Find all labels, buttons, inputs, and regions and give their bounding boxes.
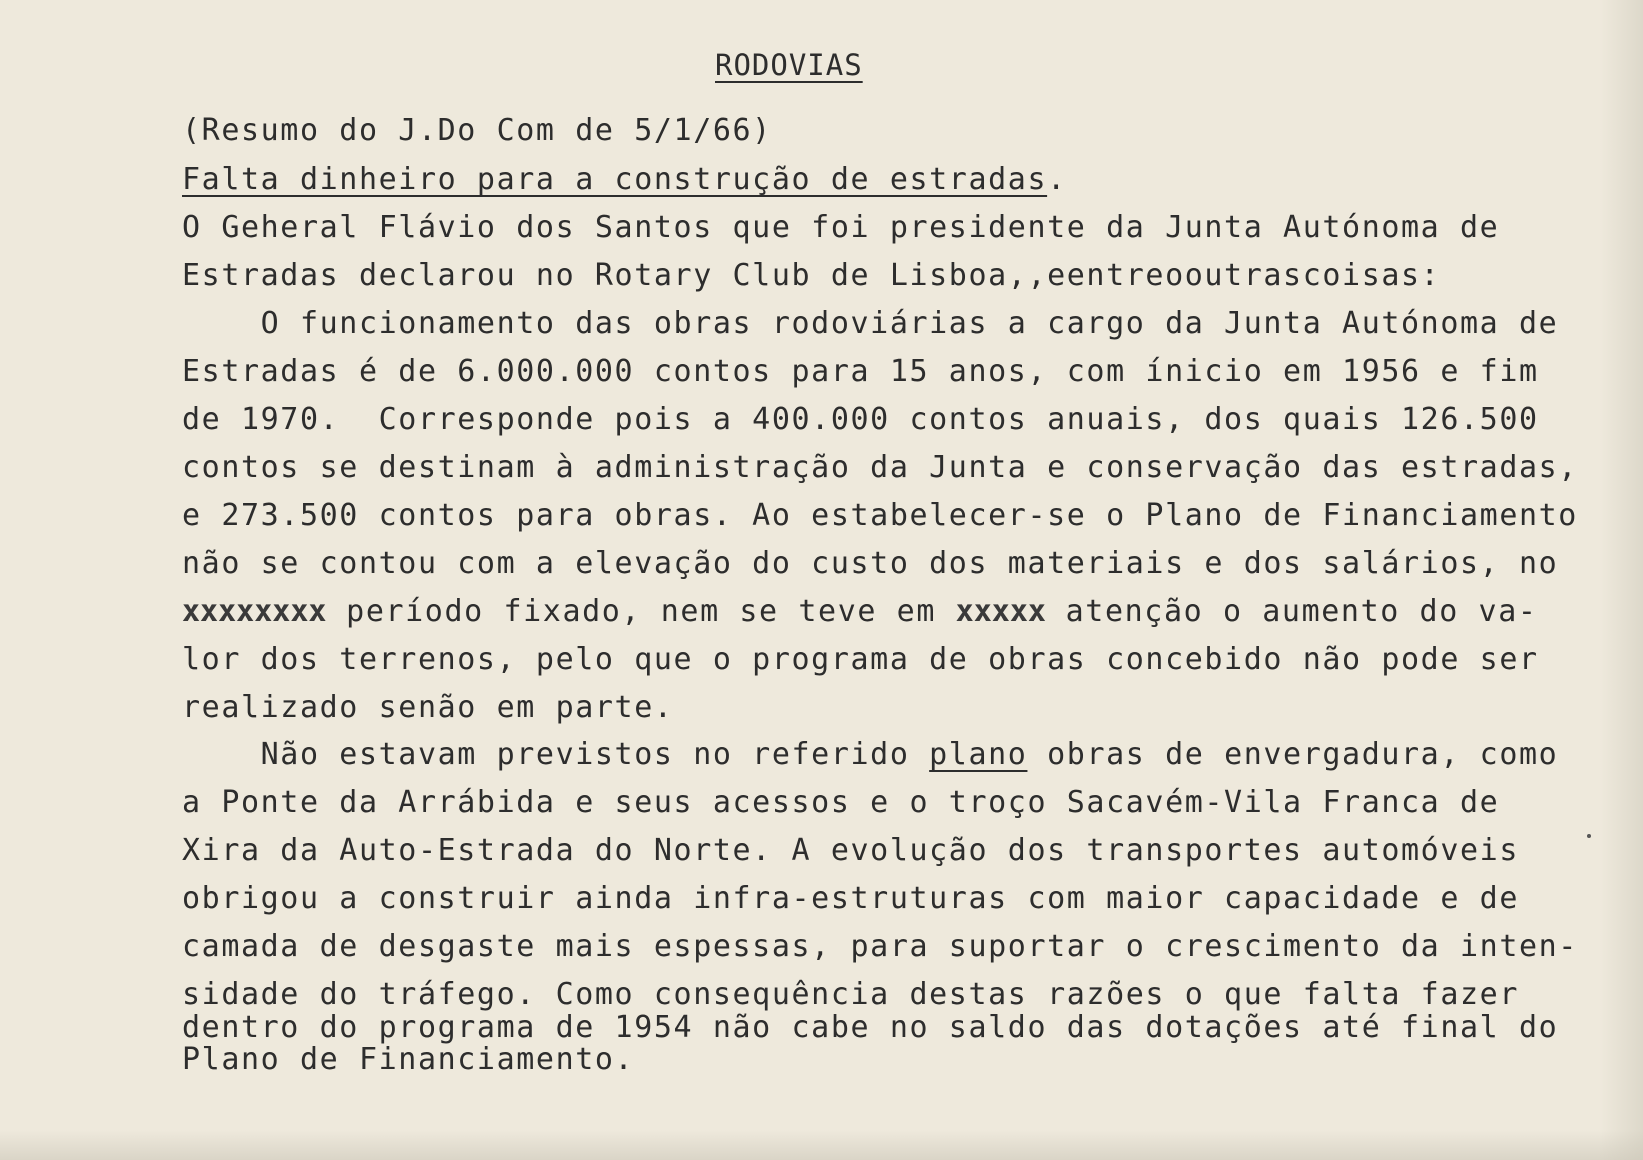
paragraph-1-line-1: O funcionamento das obras rodoviárias a cargo da Junta Autónoma de	[182, 306, 1559, 341]
paragraph-1-line-6: não se contou com a elevação do custo dos materiais e dos salários, no	[182, 546, 1559, 581]
paragraph-1-line-7	[182, 594, 1538, 629]
struck-out-word: xxxxxxxx	[182, 594, 327, 629]
paragraph-2-line-6: sidade do tráfego. Como consequência destas razões o que falta fazer	[182, 977, 1519, 1012]
headline-text: Falta dinheiro para a construção de estradas	[182, 162, 1048, 197]
paragraph-1-line-2: Estradas é de 6.000.000 contos para 15 anos, com ínicio em 1956 e fim	[182, 354, 1539, 389]
struck-out-word-2: xxxxx	[955, 594, 1046, 629]
paragraph-2-line-4: obrigou a construir ainda infra-estruturas com maior capacidade e de	[182, 881, 1519, 916]
paragraph-2-line-1	[182, 737, 1558, 772]
stray-ink-dot	[1587, 834, 1591, 838]
paragraph-2-line-5: camada de desgaste mais espessas, para suportar o crescimento da inten-	[182, 929, 1578, 964]
intro-line-1: O Geheral Flávio dos Santos que foi presidente da Junta Autónoma de	[182, 210, 1500, 245]
paragraph-2-line-3: Xira da Auto-Estrada do Norte. A evolução dos transportes automóveis	[182, 833, 1519, 868]
paragraph-2-line-7: dentro do programa de 1954 não cabe no saldo das dotações até final do	[182, 1010, 1559, 1045]
page-title: RODOVIAS	[715, 48, 863, 82]
paragraph-1-line-3: de 1970. Corresponde pois a 400.000 contos anuais, dos quais 126.500	[182, 402, 1539, 437]
paragraph-1-line-4: contos se destinam à administração da Junta e conservação das estradas,	[182, 450, 1578, 485]
line-7-text-b: atenção o aumento do va-	[1045, 594, 1538, 629]
intro-line-2: Estradas declarou no Rotary Club de Lisboa,,eentreooutrascoisas:	[182, 258, 1441, 293]
paragraph-2-line-8: Plano de Financiamento.	[182, 1042, 635, 1077]
headline-period: .	[1047, 162, 1067, 197]
line-7-text-a: período fixado, nem se teve em	[326, 594, 956, 629]
paragraph-1-line-9: realizado senão em parte.	[182, 690, 674, 725]
paragraph-1-line-5: e 273.500 contos para obras. Ao estabelecer-se o Plano de Financiamento	[182, 498, 1578, 533]
paragraph-1-line-8: lor dos terrenos, pelo que o programa de obras concebido não pode ser	[182, 642, 1539, 677]
source-note: (Resumo do J.Do Com de 5/1/66)	[182, 113, 772, 148]
headline	[182, 162, 1067, 197]
p2-line-1-b: obras de envergadura, como	[1027, 737, 1559, 772]
paragraph-2-line-2: a Ponte da Arrábida e seus acessos e o troço Sacavém-Vila Franca de	[182, 785, 1500, 820]
p2-line-1-a: Não estavam previstos no referido	[182, 737, 930, 772]
underlined-plano: plano	[929, 737, 1028, 772]
